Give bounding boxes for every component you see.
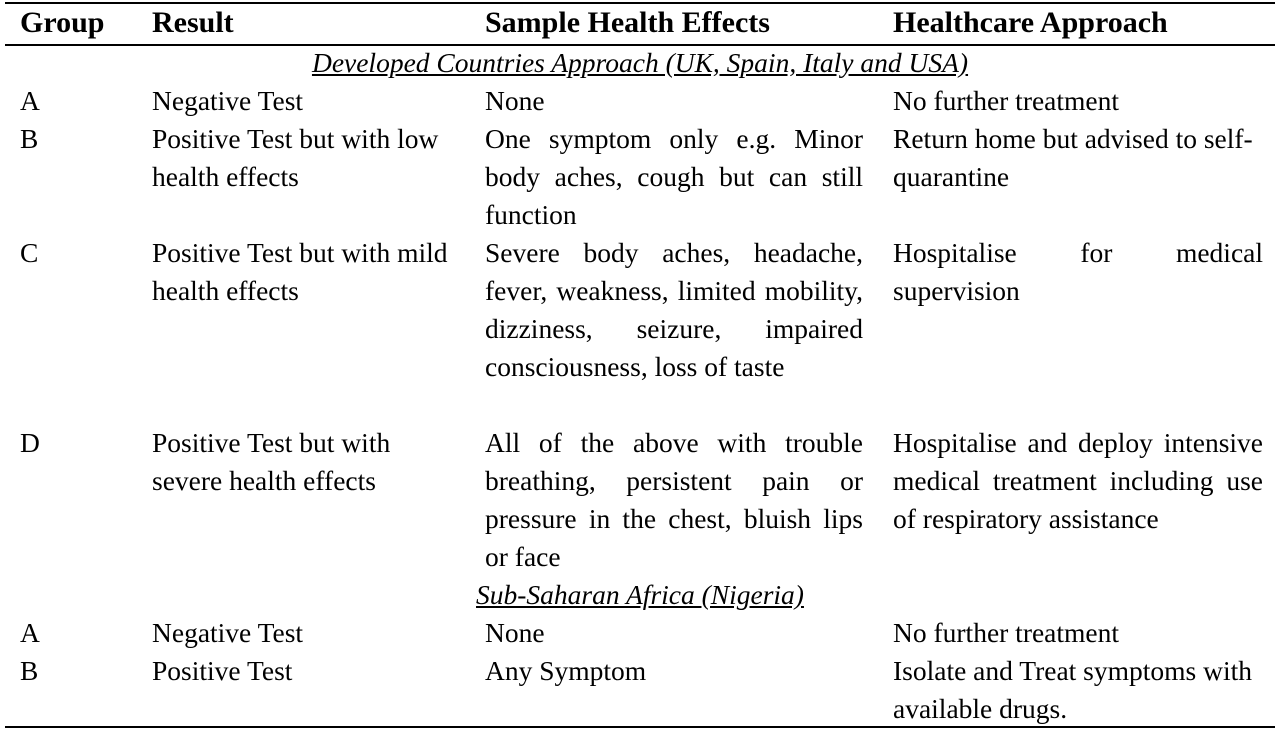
cell-effects: None [485,617,545,648]
cell-group: D [20,427,40,458]
cell-effects: Any Symptom [485,655,647,686]
cell-group: A [20,617,40,648]
cell-effects: None [485,85,545,116]
cell-approach: No further treatment [893,85,1120,116]
cell-group: B [20,123,39,154]
cell-approach: Isolate and Treat symptoms with available drugs. [893,655,1253,724]
header-effects: Sample Health Effects [485,6,770,39]
section-title: Developed Countries Approach (UK, Spain, Italy and USA) [311,47,969,78]
cell-effects: Severe body aches, headache, fever, weakness, limited mobility, dizziness, seizure, impaired consciousness, loss of taste [485,237,863,382]
cell-approach: Hospitalise for medical supervision [893,237,1263,306]
cell-approach: Hospitalise and deploy intensive medical treatment including use of respiratory assistance [893,427,1263,534]
cell-result: Positive Test but with severe health effects [152,427,391,496]
header-result: Result [152,6,234,39]
cell-result: Positive Test [152,655,293,686]
header-group: Group [20,6,105,39]
cell-group: B [20,655,39,686]
cell-effects: One symptom only e.g. Minor body aches, cough but can still function [485,123,863,230]
cell-result: Negative Test [152,617,304,648]
section-title: Sub-Saharan Africa (Nigeria) [476,579,804,610]
cell-approach: No further treatment [893,617,1120,648]
cell-result: Positive Test but with low health effects [152,123,439,192]
cell-approach: Return home but advised to self-quarantine [893,123,1253,192]
cell-result: Positive Test but with mild health effects [152,237,448,306]
cell-result: Negative Test [152,85,304,116]
cell-group: C [20,237,39,268]
cell-group: A [20,85,40,116]
header-approach: Healthcare Approach [893,6,1168,39]
cell-effects: All of the above with trouble breathing, persistent pain or pressure in the chest, bluish lips or face [485,427,863,572]
